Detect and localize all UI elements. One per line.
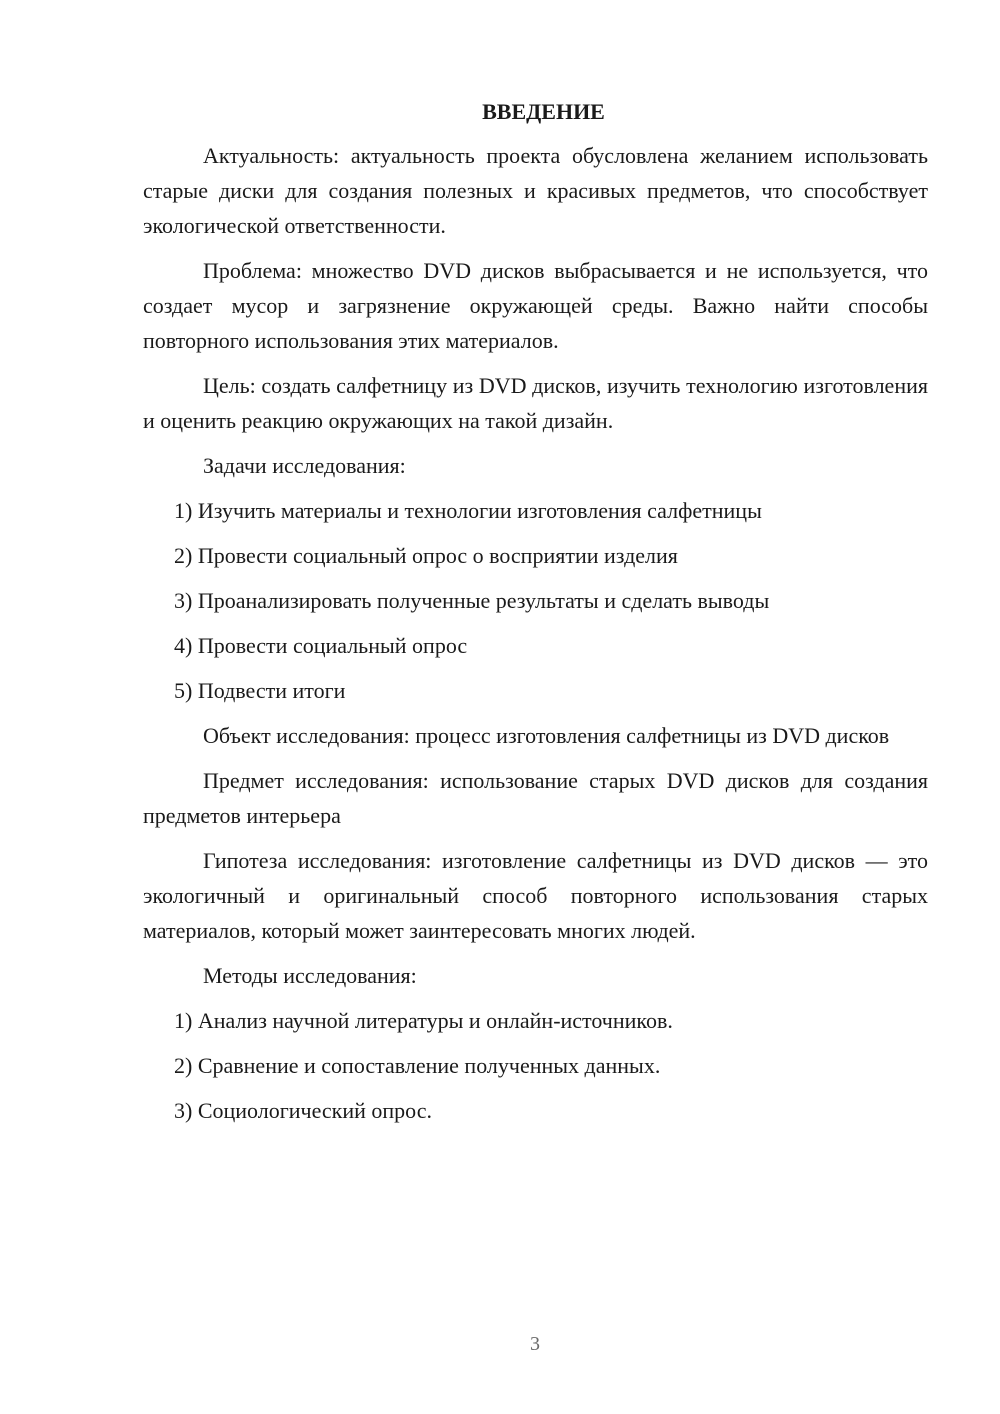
page-title: ВВЕДЕНИЕ <box>482 99 605 124</box>
goal-paragraph: Цель: создать салфетницу из DVD дисков, изучить технологию изготовления и оценить реакцию окружающих на такой дизайн. <box>143 373 928 433</box>
list-item: 2) Провести социальный опрос о восприятии изделия <box>174 543 678 568</box>
relevance-paragraph: Актуальность: актуальность проекта обусловлена желанием использовать старые диски для создания полезных и красивых предметов, что способствует экологической ответственности. <box>143 143 928 238</box>
tasks-title: Задачи исследования: <box>203 453 406 478</box>
problem-paragraph: Проблема: множество DVD дисков выбрасывается и не используется, что создает мусор и загрязнение окружающей среды. Важно найти способы повторного использования этих материалов. <box>143 258 928 353</box>
list-item: 1) Изучить материалы и технологии изготовления салфетницы <box>174 498 762 523</box>
methods-list <box>143 1003 928 1128</box>
list-item: 3) Проанализировать полученные результаты и сделать выводы <box>174 588 770 613</box>
object-paragraph: Объект исследования: процесс изготовления салфетницы из DVD дисков <box>203 723 890 748</box>
list-item: 2) Сравнение и сопоставление полученных данных. <box>174 1053 661 1078</box>
list-item: 4) Провести социальный опрос <box>174 633 468 658</box>
list-item: 5) Подвести итоги <box>174 678 346 703</box>
list-item: 3) Социологический опрос. <box>174 1098 432 1123</box>
page-number: 3 <box>530 1333 540 1355</box>
tasks-list <box>143 493 928 708</box>
methods-title: Методы исследования: <box>203 963 417 988</box>
document-page <box>143 94 928 1138</box>
list-item: 1) Анализ научной литературы и онлайн-источников. <box>174 1008 673 1033</box>
subject-paragraph: Предмет исследования: использование старых DVD дисков для создания предметов интерьера <box>143 768 928 828</box>
hypothesis-paragraph: Гипотеза исследования: изготовление салфетницы из DVD дисков — это экологичный и оригинальный способ повторного использования старых материалов, который может заинтересовать многих людей. <box>143 848 928 943</box>
